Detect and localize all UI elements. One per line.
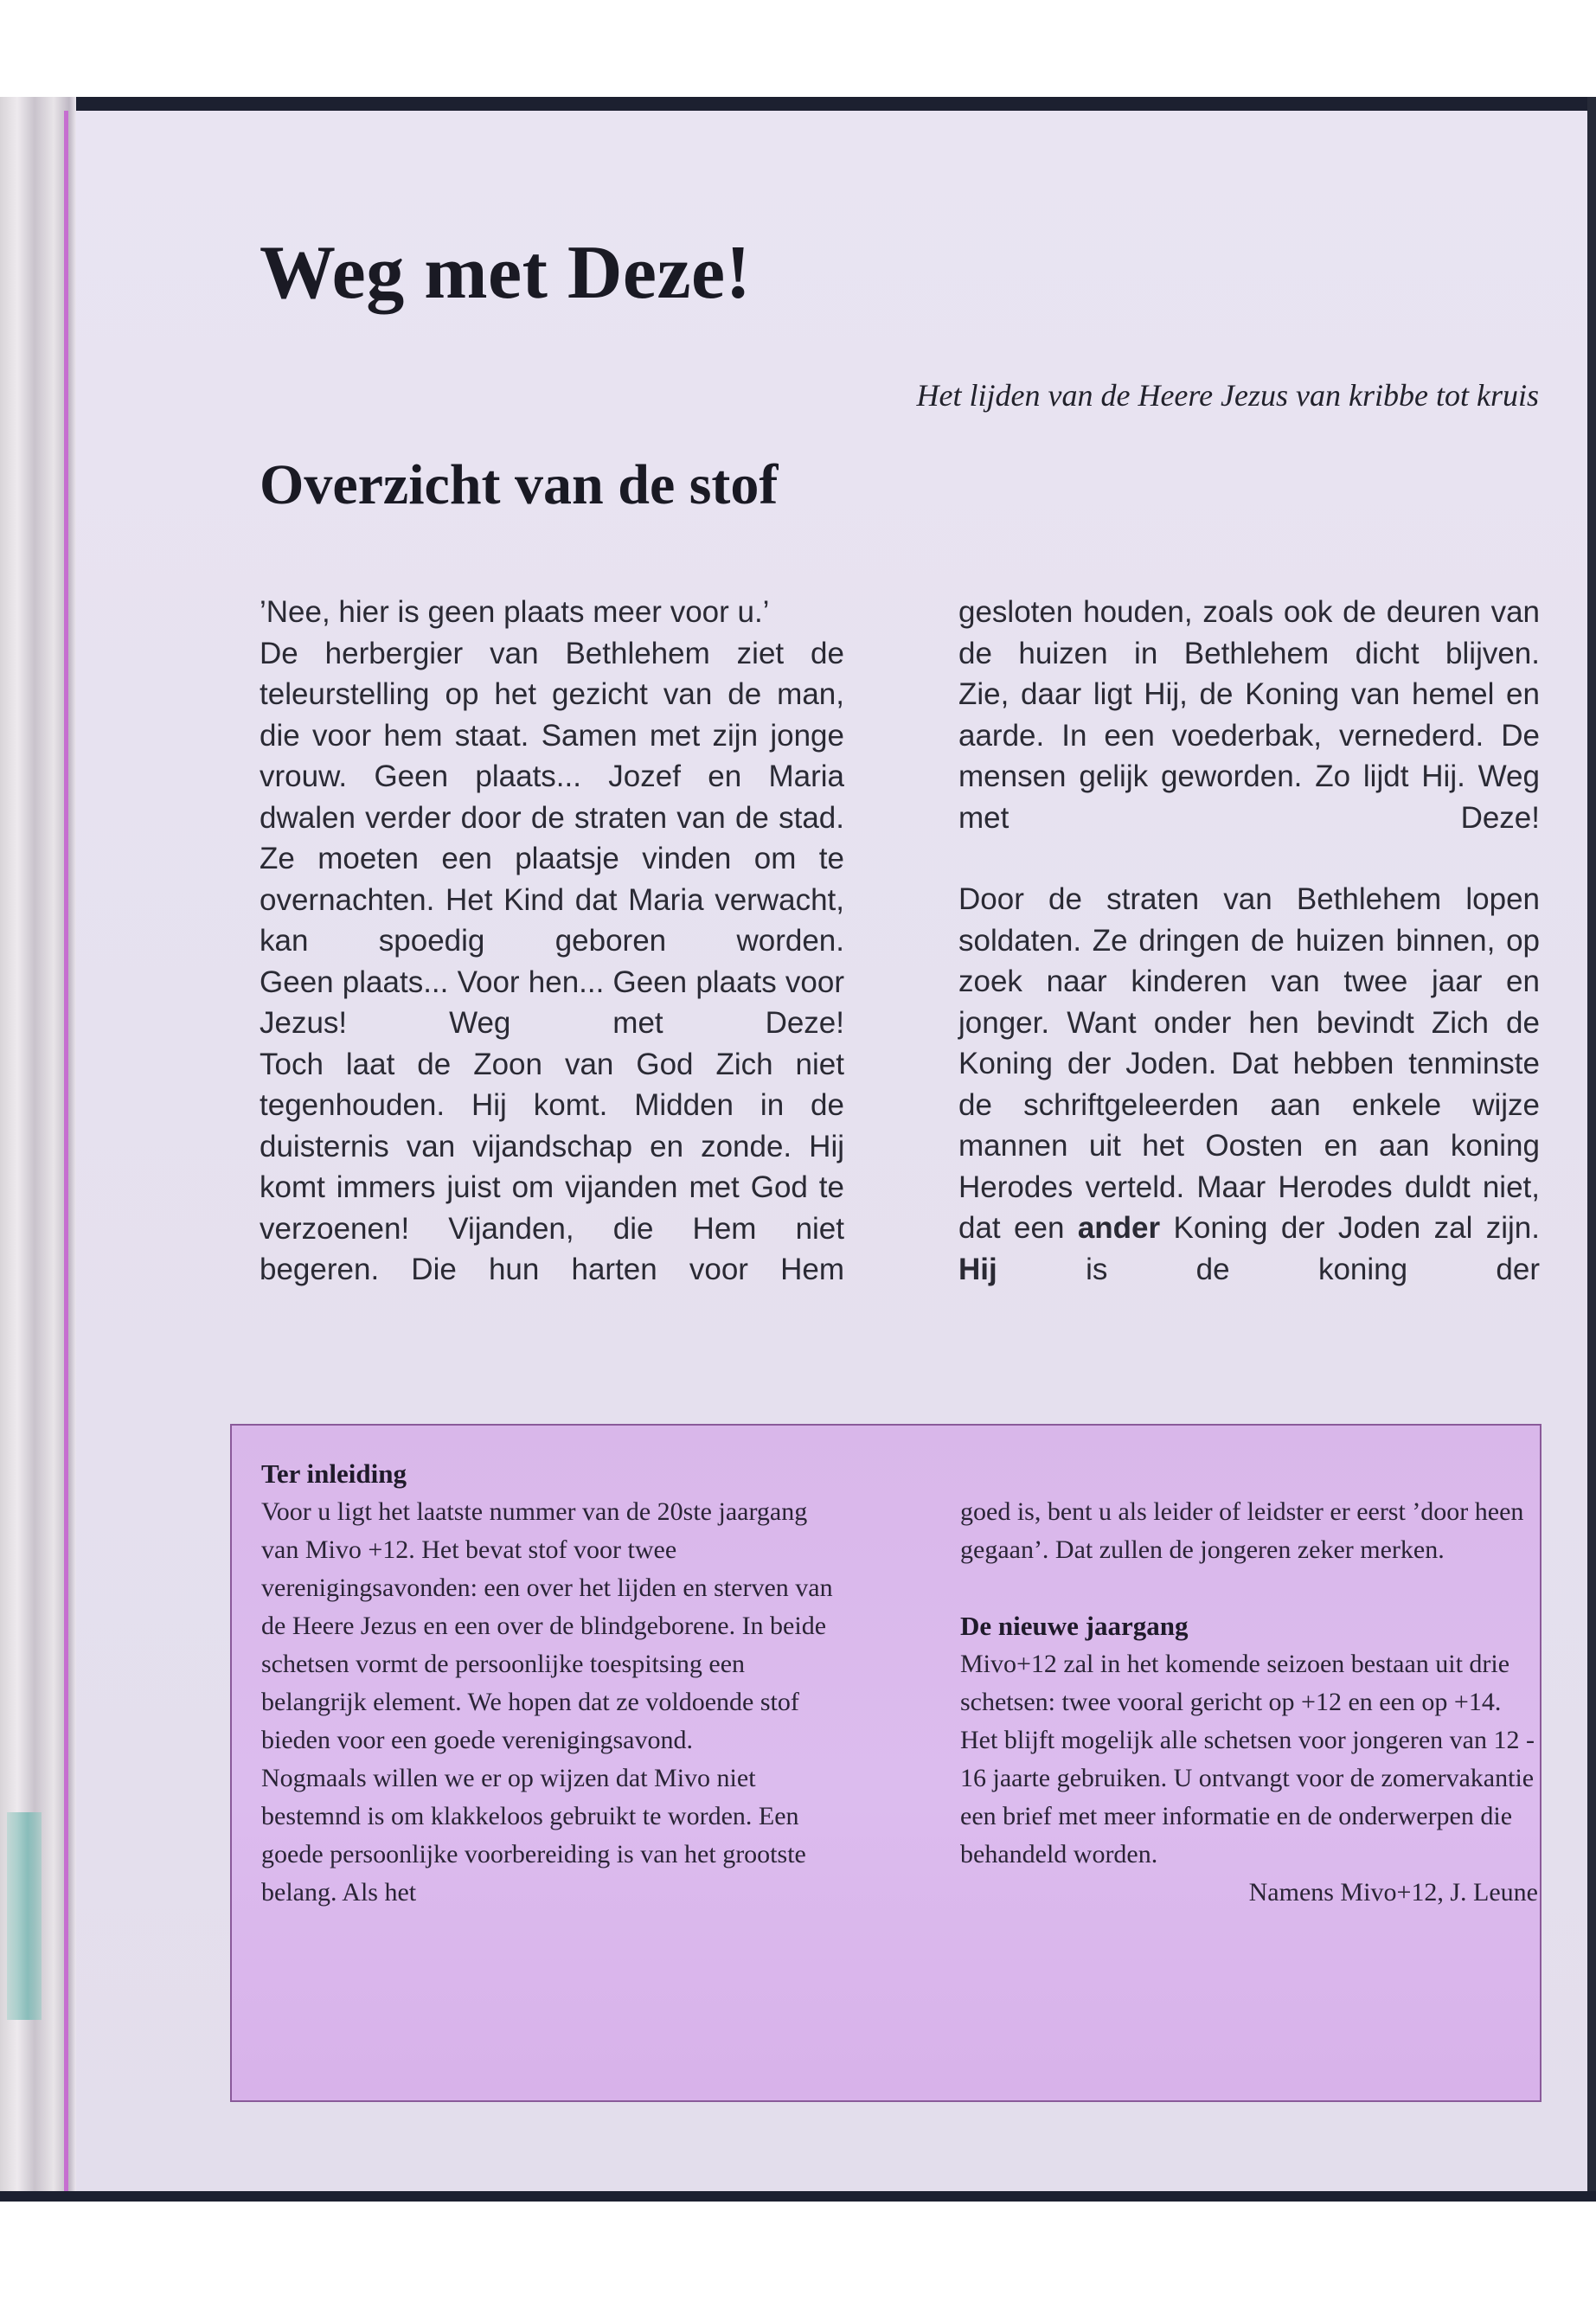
left-paragraph-1: ’Nee, hier is geen plaats meer voor u.’ <box>260 595 770 629</box>
spine-accent-stripe <box>64 111 68 2191</box>
book-top-edge <box>9 97 1596 111</box>
right-paragraph-3-start: Door de straten van Bethlehem lopen soldaten. Ze dringen de huizen binnen, op zoek naar kinderen van twee jaar en jonger. Want onder hen bevindt Zich de Koning der Joden. Dat hebben tenminste de schriftgeleerden aan enkele wijze mannen uit het Oosten en aan koning Herodes verteld. Maar Herodes duldt niet, dat een <box>958 882 1540 1245</box>
left-paragraph-4: Toch laat de Zoon van God Zich niet tegenhouden. Hij komt. Midden in de duisternis van vijandschap en zonde. Hij komt immers juist om vijanden met God te verzoenen! Vijanden, die Hem niet begeren. Die hun harten voor Hem <box>260 1047 844 1286</box>
right-paragraph-3-mid: Koning der Joden zal zijn. <box>1160 1211 1540 1245</box>
intro-paragraph-2: Nogmaals willen we er op wijzen dat Mivo niet bestemnd is om klakkeloos gebruikt te worden. Een goede persoonlijke voorbereiding is van het grootste belang. Als het <box>261 1764 806 1907</box>
intro-paragraph-1: Voor u ligt het laatste nummer van de 20ste jaargang van Mivo +12. Het bevat stof voor twee verenigingsavonden: een over het lijden en sterven van de Heere Jezus en een over de blindgeborene. In beide schetsen vormt de persoonlijke toespitsing een belangrijk element. We hopen dat ze voldoende stof bieden voor een goede verenigingsavond. <box>261 1497 833 1754</box>
section-title: Overzicht van de stof <box>260 453 779 516</box>
article-right-column <box>958 592 1540 1290</box>
right-paragraph-3-end: is de koning der <box>997 1252 1540 1286</box>
emphasis-ander: ander <box>1077 1211 1161 1245</box>
info-box-left-column <box>261 1455 849 1912</box>
new-volume-heading: De nieuwe jaargang <box>960 1611 1189 1641</box>
signature: Namens Mivo+12, J. Leune <box>1248 1878 1538 1907</box>
paragraph-gap <box>958 838 1540 879</box>
article-subtitle: Het lijden van de Heere Jezus van kribbe tot kruis <box>916 378 1539 413</box>
spine-green-tab <box>7 1812 42 2020</box>
left-paragraph-2: De herbergier van Bethlehem ziet de teleurstelling op het gezicht van de man, die voor hem staat. Samen met zijn jonge vrouw. Geen plaats... Jozef en Maria dwalen verder door de straten van de stad. Ze moeten een plaatsje vinden om te overnachten. Het Kind dat Maria verwacht, kan spoedig geboren worden. <box>260 636 844 958</box>
new-volume-paragraph: Mivo+12 zal in het komende seizoen bestaan uit drie schetsen: twee vooral gericht op +12 en een op +14. Het blijft mogelijk alle schetsen voor jongeren van 12 - 16 jaarte gebruiken. U ontvangt voor de zomervakantie een brief met meer informatie en de onderwerpen die behandeld worden. <box>960 1650 1535 1868</box>
paragraph-gap <box>960 1569 1542 1607</box>
intro-paragraph-3: goed is, bent u als leider of leidster er eerst ’door heen gegaan’. Dat zullen de jongeren zeker merken. <box>960 1497 1524 1564</box>
article-title: Weg met Deze! <box>260 231 752 315</box>
left-paragraph-3: Geen plaats... Voor hen... Geen plaats voor Jezus! Weg met Deze! <box>260 965 844 1040</box>
book-right-edge <box>1587 97 1596 2202</box>
info-box-right-column <box>960 1493 1542 1912</box>
article-left-column <box>260 592 844 1291</box>
right-paragraph-2: Zie, daar ligt Hij, de Koning van hemel en aarde. In een voederbak, vernederd. De mensen gelijk geworden. Zo lijdt Hij. Weg met Deze! <box>958 677 1540 835</box>
book-bottom-edge <box>0 2191 1596 2202</box>
right-paragraph-3 <box>958 879 1540 1290</box>
intro-heading: Ter inleiding <box>261 1458 407 1489</box>
emphasis-hij: Hij <box>958 1252 997 1286</box>
right-paragraph-1: gesloten houden, zoals ook de deuren van de huizen in Bethlehem dicht blijven. <box>958 595 1540 670</box>
